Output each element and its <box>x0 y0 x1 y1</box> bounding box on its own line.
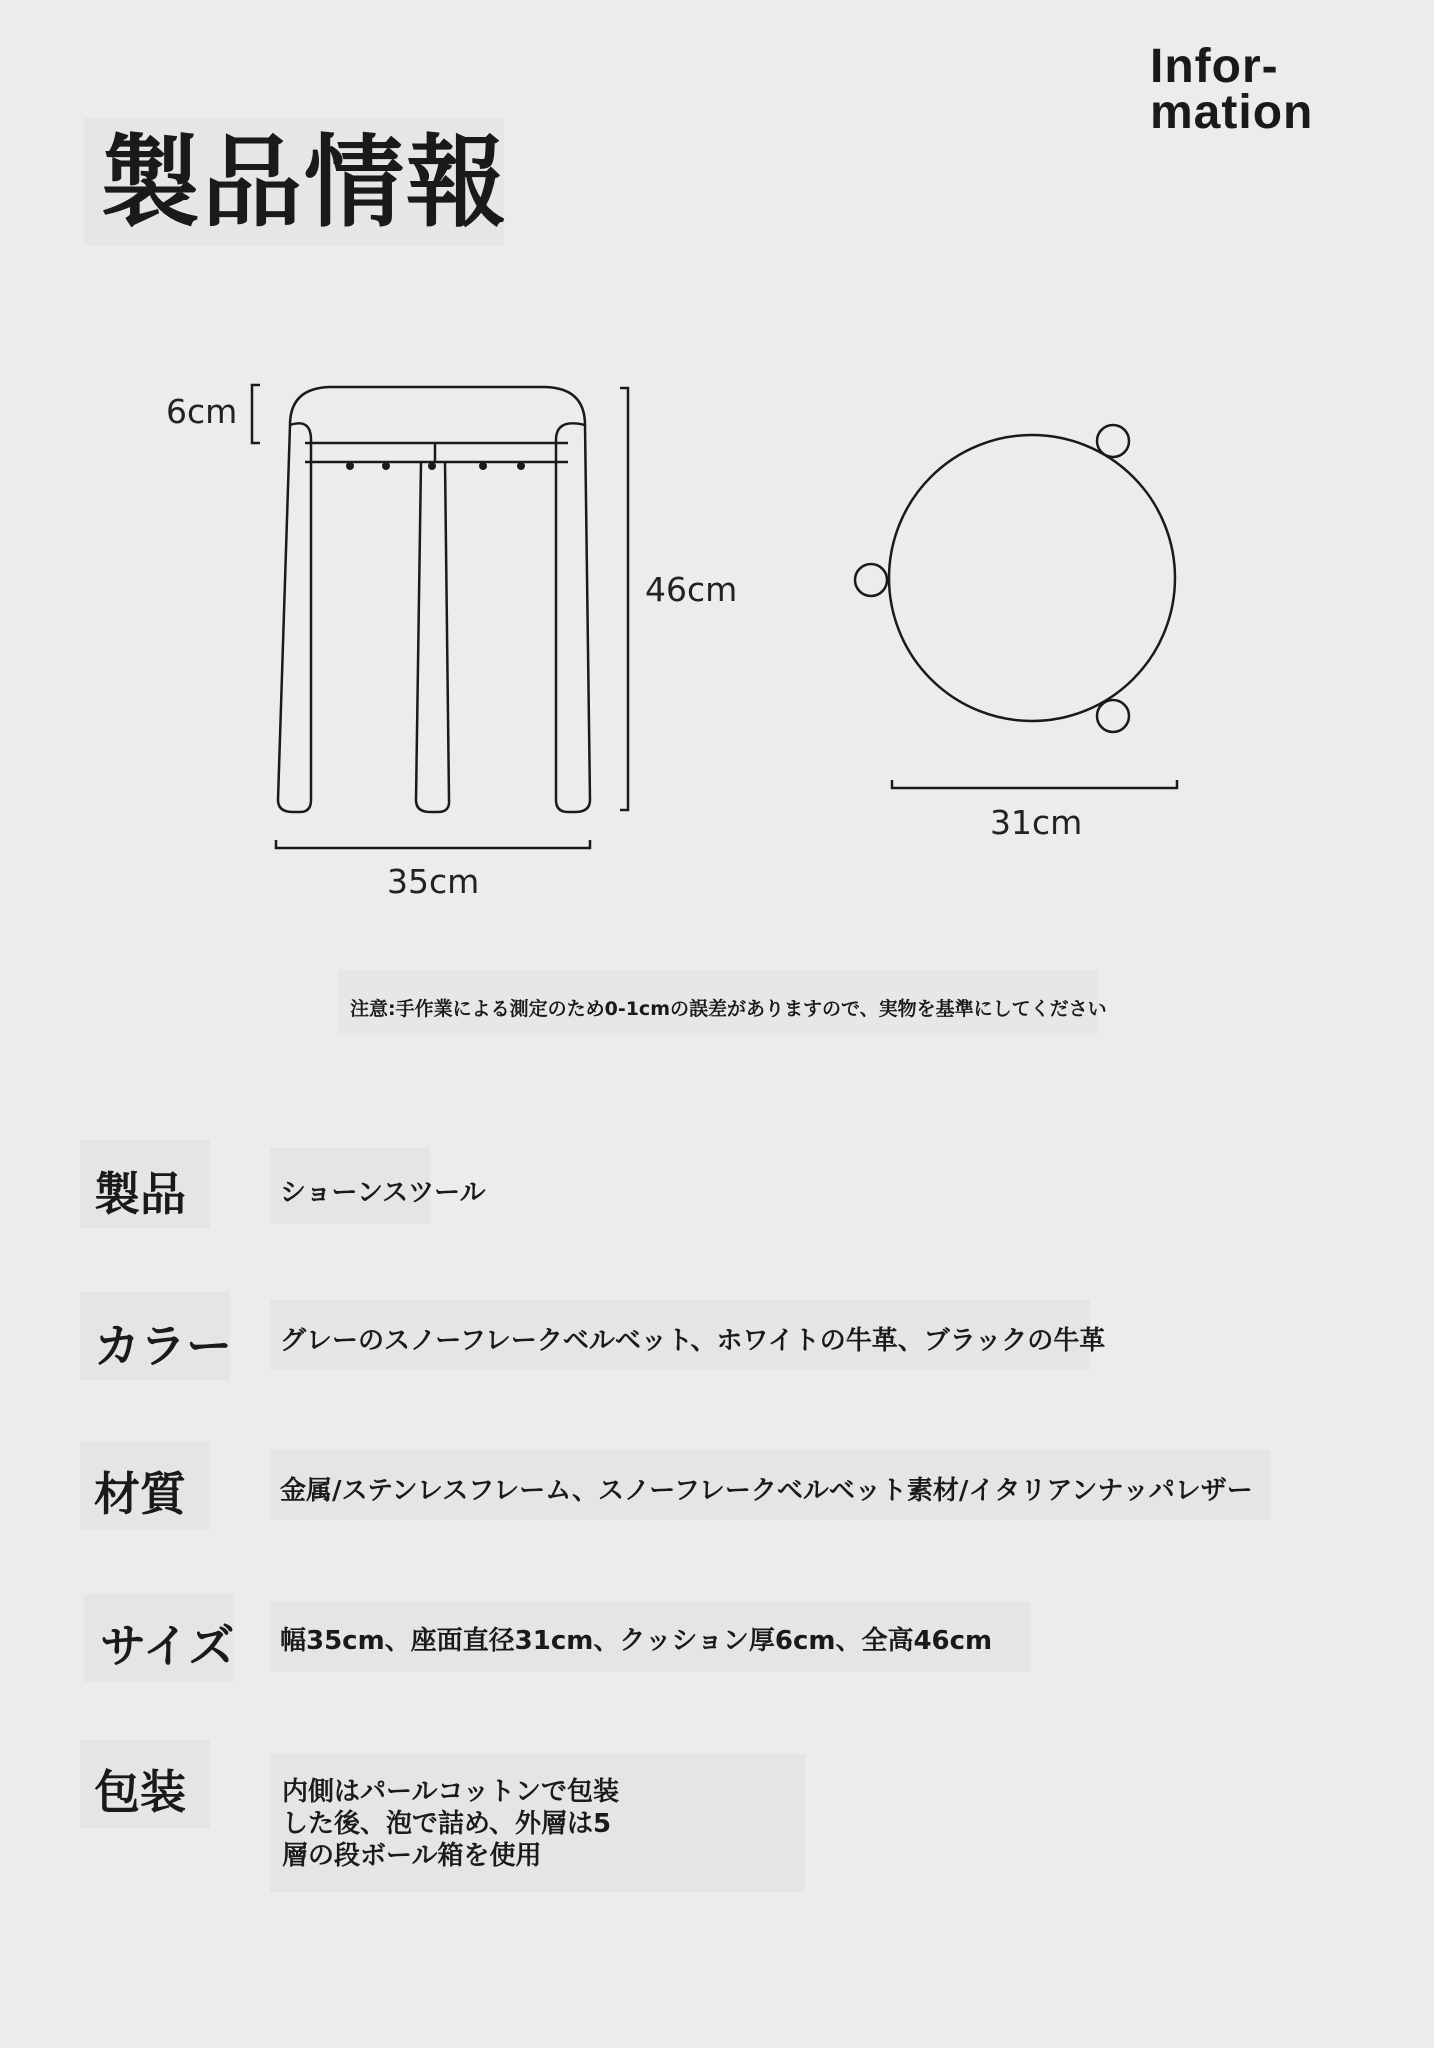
seat-top-outline <box>889 435 1175 721</box>
spec-label-color: カラー <box>94 1319 232 1373</box>
top-leg-1 <box>1097 425 1129 457</box>
height-dimension-label: 46cm <box>645 570 738 609</box>
cushion-dimension-label: 6cm <box>166 392 238 431</box>
spec-value-color: グレーのスノーフレークベルベット、ホワイトの牛革、ブラックの牛革 <box>280 1326 1106 1356</box>
spec-value-product: ショーンスツール <box>280 1178 486 1208</box>
spec-label-size: サイズ <box>100 1619 235 1673</box>
diameter-dimension-label: 31cm <box>990 803 1083 842</box>
top-leg-3 <box>1097 700 1129 732</box>
left-leg <box>278 423 311 812</box>
spec-value-material: 金属/ステンレスフレーム、スノーフレークベルベット素材/イタリアンナッパレザー <box>280 1476 1253 1506</box>
spec-label-material: 材質 <box>94 1467 186 1521</box>
information-tag-line1: Infor- <box>1150 40 1279 93</box>
spec-value-packaging: 内側はパールコットンで包装 した後、泡で詰め、外層は5 層の段ボール箱を使用 <box>282 1777 619 1871</box>
stool-drawing <box>0 0 1434 960</box>
cushion-bracket <box>252 385 260 443</box>
measurement-note: 注意:手作業による測定のため0-1cmの誤差がありますので、実物を基準にしてください <box>350 998 1107 1020</box>
spec-label-product: 製品 <box>94 1167 186 1221</box>
right-leg <box>556 423 590 812</box>
center-leg <box>416 462 449 812</box>
spec-value-size: 幅35cm、座面直径31cm、クッション厚6cm、全高46cm <box>280 1626 993 1656</box>
page-title: 製品情報 <box>100 124 508 241</box>
spec-label-packaging: 包装 <box>94 1765 186 1819</box>
information-tag-line2: mation <box>1150 86 1314 139</box>
diameter-bracket <box>892 780 1177 788</box>
width-bracket <box>276 840 590 848</box>
top-leg-2 <box>855 564 887 596</box>
seat-side-outline <box>290 387 585 425</box>
height-bracket <box>620 388 628 810</box>
width-dimension-label: 35cm <box>387 862 480 901</box>
